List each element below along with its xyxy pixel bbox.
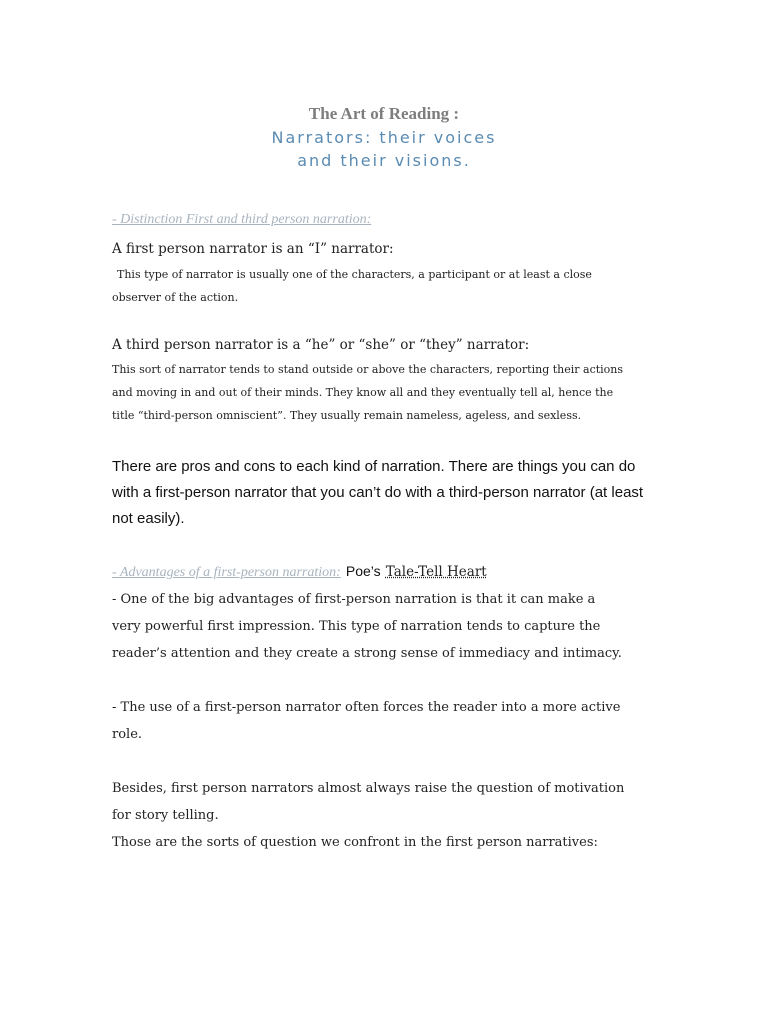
section-heading-advantages: - Advantages of a first-person narration: xyxy=(112,565,341,580)
first-person-lead: A first person narrator is an “I” narrator: xyxy=(112,241,394,257)
section-heading-advantages-row xyxy=(112,561,662,583)
third-person-desc-line-2: and moving in and out of their minds. They know all and they eventually tell al, hence the xyxy=(112,386,614,399)
section-heading-distinction: - Distinction First and third person narration: xyxy=(112,212,372,227)
pros-cons-line-3: not easily). xyxy=(112,510,185,527)
advantage-para-2-line-1: - The use of a first-person narrator often forces the reader into a more active xyxy=(112,700,621,715)
questions-line: Those are the sorts of question we confront in the first person narratives: xyxy=(112,835,598,850)
pros-cons-line-1: There are pros and cons to each kind of narration. There are things you can do xyxy=(112,458,636,475)
page-title: The Art of Reading : xyxy=(308,104,460,123)
third-person-desc-line-1: This sort of narrator tends to stand outside or above the characters, reporting their actions xyxy=(112,363,624,376)
advantage-para-1-line-2: very powerful first impression. This type of narration tends to capture the xyxy=(112,619,601,634)
third-person-desc-line-3: title “third-person omniscient”. They usually remain nameless, ageless, and sexless. xyxy=(112,409,582,422)
subtitle-line-1: Narrators: their voices xyxy=(271,128,497,147)
poe-prefix: Poe’s xyxy=(345,563,381,579)
advantage-para-1-line-1: - One of the big advantages of first-person narration is that it can make a xyxy=(112,592,596,607)
first-person-desc-line-1: This type of narrator is usually one of the characters, a participant or at least a close xyxy=(117,268,592,281)
title-block xyxy=(0,102,768,172)
story-title-link[interactable]: Tale-Tell Heart xyxy=(385,564,487,580)
subtitle-line-2: and their visions. xyxy=(297,151,471,170)
third-person-lead: A third person narrator is a “he” or “she” or “they” narrator: xyxy=(112,337,530,353)
pros-cons-line-2: with a first-person narrator that you can’t do with a third-person narrator (at least xyxy=(112,484,644,501)
advantage-para-2-line-2: role. xyxy=(112,727,143,742)
motivation-line-1: Besides, first person narrators almost always raise the question of motivation xyxy=(112,781,625,796)
motivation-line-2: for story telling. xyxy=(112,808,219,823)
advantage-para-1-line-3: reader’s attention and they create a strong sense of immediacy and intimacy. xyxy=(112,646,622,661)
first-person-desc-line-2: observer of the action. xyxy=(112,291,239,304)
